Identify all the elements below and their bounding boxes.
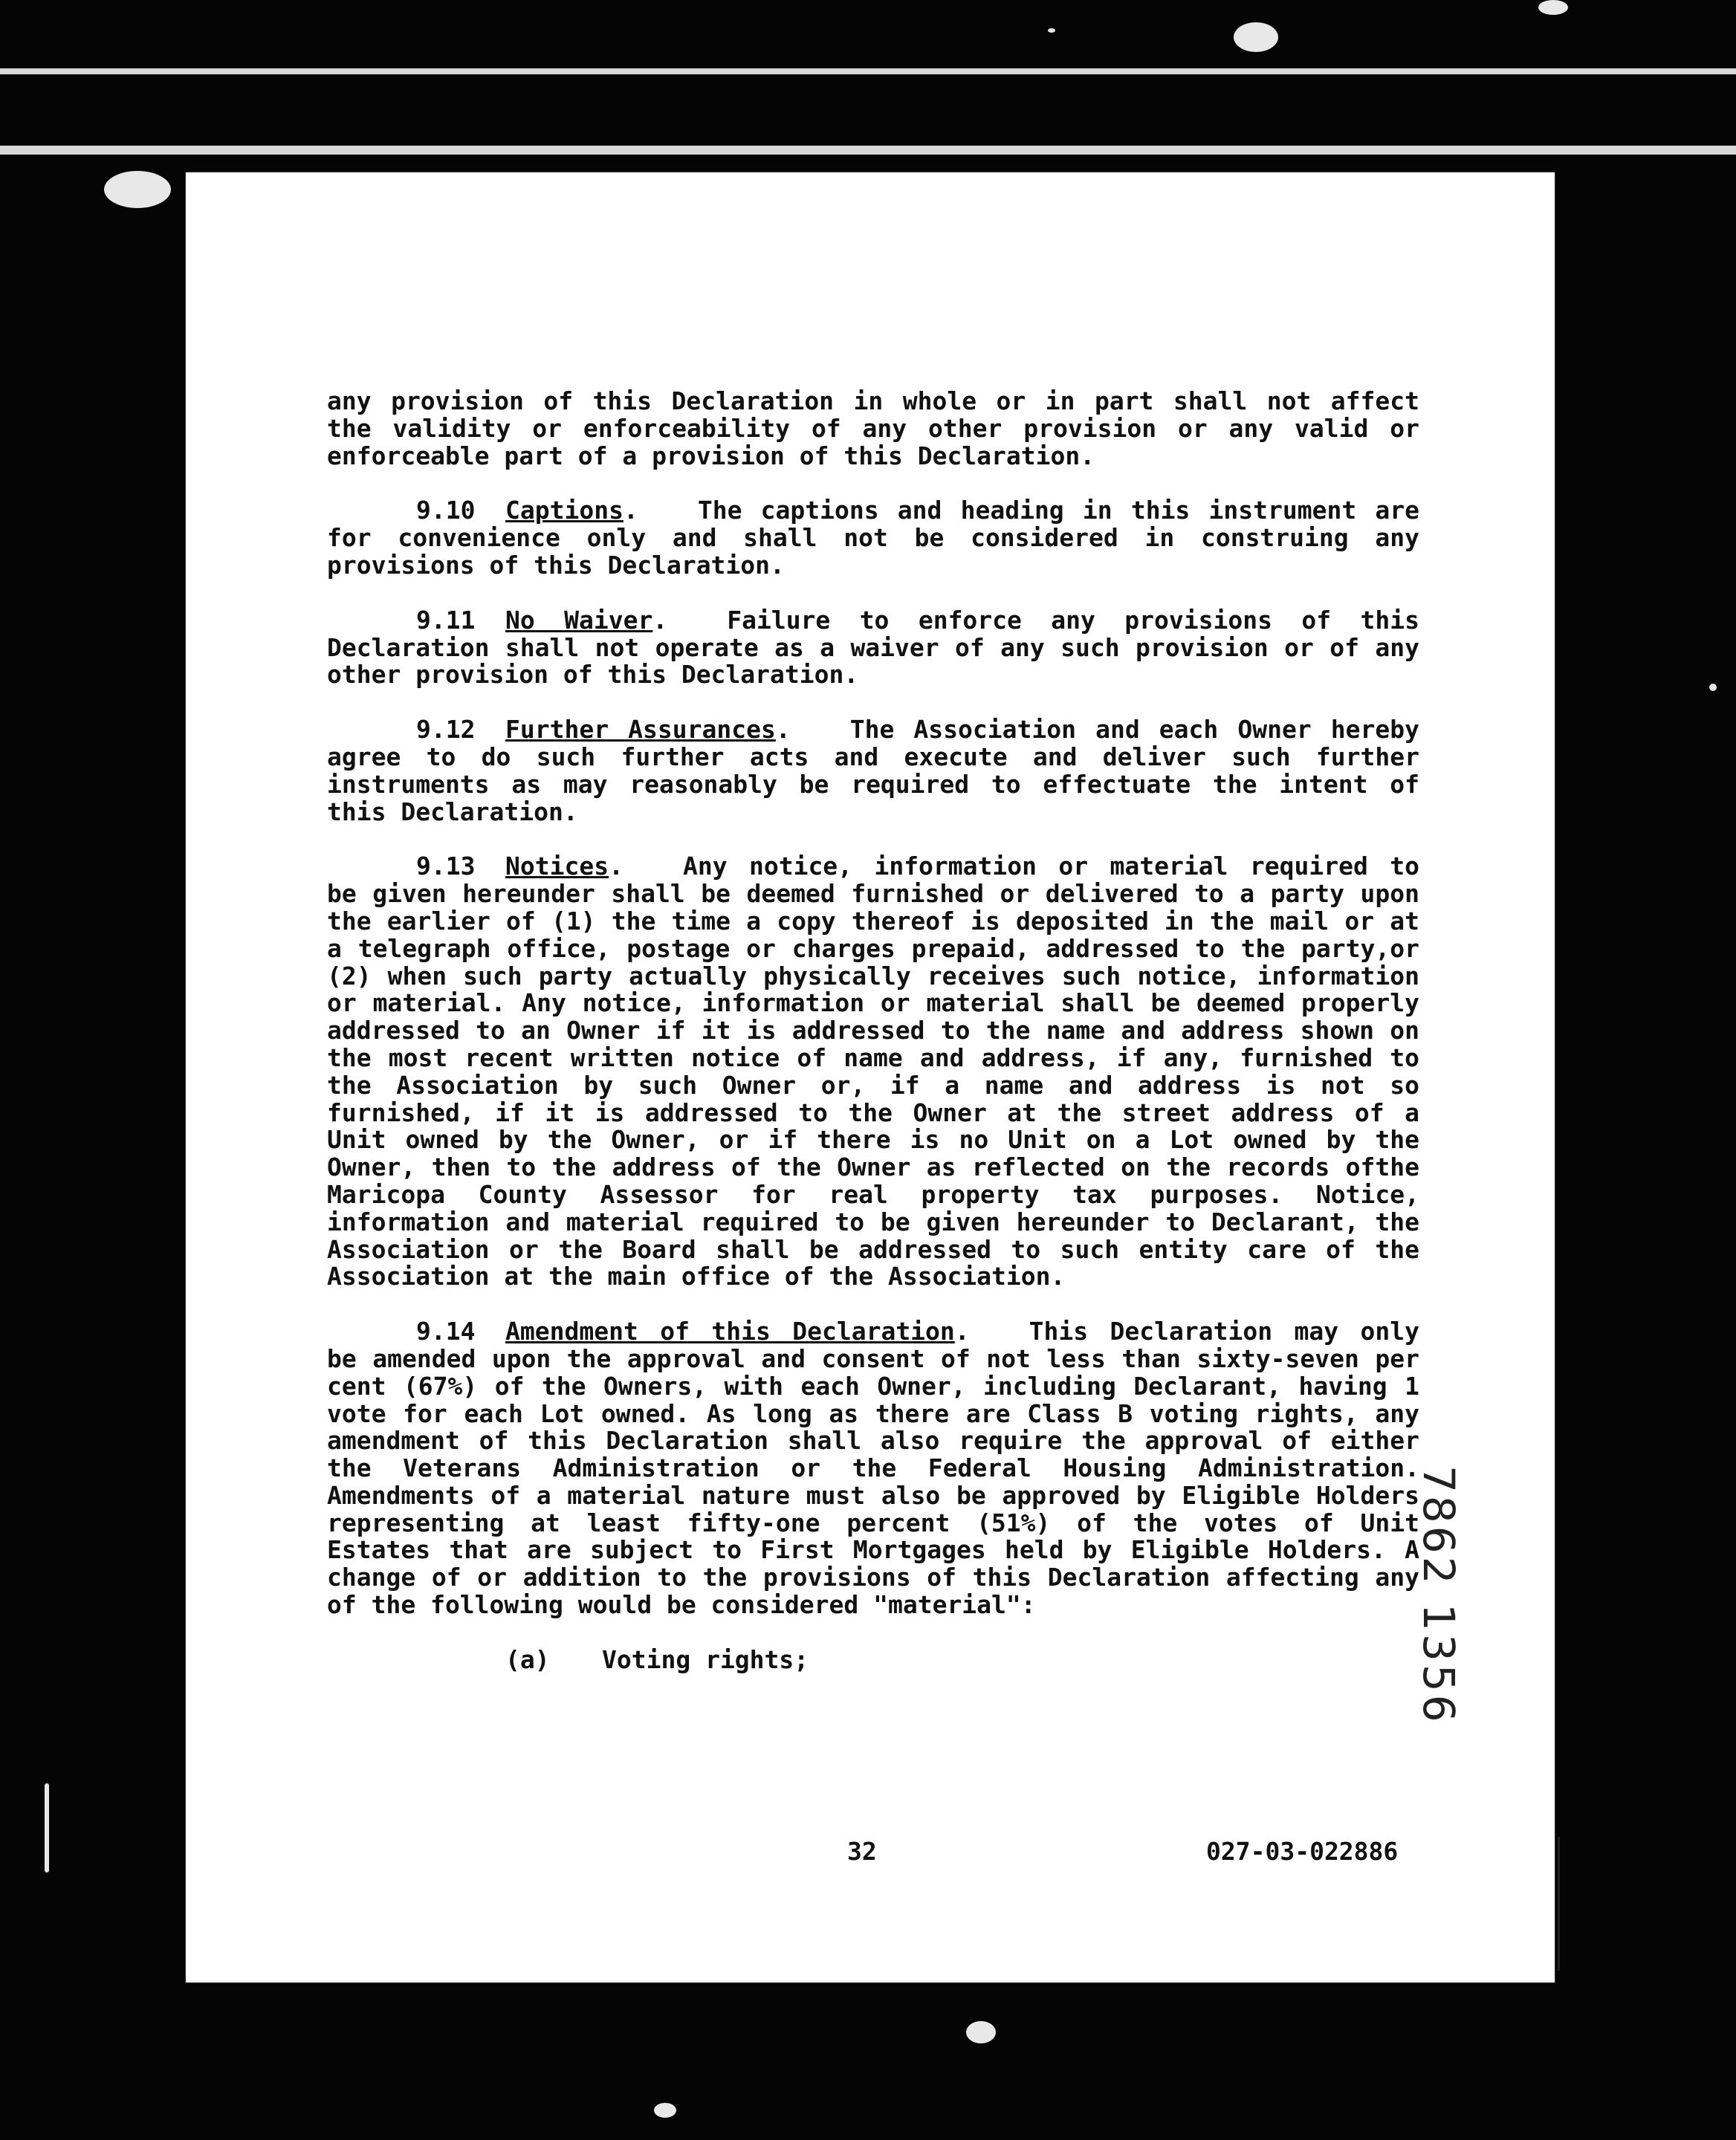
- scan-speck: [1234, 22, 1278, 52]
- section-caption: Further Assurances: [505, 715, 776, 745]
- scan-speck: [966, 2021, 996, 2043]
- section-text: The captions and heading in this instrument are for convenience only and shall not be considered in construing any provisions of this Declaration.: [327, 496, 1419, 580]
- scan-speck: [1538, 0, 1568, 15]
- sub-item-label: (a): [505, 1644, 550, 1674]
- page-number: 32: [847, 1837, 877, 1866]
- section-text: The Association and each Owner hereby agree to do such further acts and execute and deliver such further instruments as may reasonably be required to effectuate the intent of this Declaration.: [327, 715, 1419, 826]
- scan-speck: [104, 171, 171, 208]
- section-number: 9.14: [416, 1317, 476, 1346]
- section-text: This Declaration may only be amended upon the approval and consent of not less than sixty-seven per cent (67%) of the Owners, with each Owner, including Declarant, having 1 vote for each Lot owned. As long as there are Class B voting rights, any amendment of this Declaration shall also require the approval of either the Veterans Administration or the Federal Housing Administration. Amendments of a material nature must also be approved by Eligible Holders representing at least fifty-one percent (51%) of the votes of Unit Estates that are subject to First Mortgages held by Eligible Holders. A change of or addition to the provisions of this Declaration affecting any of the following would be considered "material":: [327, 1317, 1419, 1620]
- section-9-14: 9.14 Amendment of this Declaration. This Declaration may only be amended upon the approval and consent of not less than sixty-seven per cent (67%) of the Owners, with each Owner, including Declarant, having 1 vote for each Lot owned. As long as there are Class B voting rights, any amendment of this Declaration shall also require the approval of either the Veterans Administration or the Federal Housing Administration. Amendments of a material nature must also be approved by Eligible Holders representing at least fifty-one percent (51%) of the votes of Unit Estates that are subject to First Mortgages held by Eligible Holders. A change of or addition to the provisions of this Declaration affecting any of the following would be considered "material":: [327, 1317, 1419, 1620]
- section-text: Failure to enforce any provisions of this Declaration shall not operate as a waiver of any such provision or of any other provision of this Declaration.: [327, 605, 1419, 690]
- section-caption: Captions: [505, 496, 624, 525]
- section-number: 9.12: [416, 715, 476, 745]
- scan-speck: [654, 2103, 676, 2118]
- scan-edge-bar-top: [0, 68, 1736, 74]
- section-caption: Amendment of this Declaration: [505, 1317, 955, 1346]
- section-number: 9.13: [416, 852, 476, 881]
- document-page: [186, 172, 1555, 1982]
- section-9-11: 9.11 No Waiver. Failure to enforce any provisions of this Declaration shall not operate as a waiver of any such provision or of any other provision of this Declaration.: [327, 605, 1419, 690]
- document-body: [327, 388, 1419, 1674]
- scan-edge-bar-lower: [0, 146, 1736, 155]
- intro-text: any provision of this Declaration in whole or in part shall not affect the validity or enforceability of any other provision or any valid or enforceable part of a provision of this Declaration.: [327, 386, 1419, 470]
- margin-rule: [1558, 1837, 1560, 1971]
- recording-stamp: 7862 1356: [1413, 1465, 1464, 1725]
- section-number: 9.10: [416, 496, 476, 525]
- section-9-13: 9.13 Notices. Any notice, information or material required to be given hereunder shall be deemed furnished or delivered to a party upon the earlier of (1) the time a copy thereof is deposited in the mail or at a telegraph office, postage or charges prepaid, addressed to the party,or (2) when such party actually physically receives such notice, information or material. Any notice, information or material shall be deemed properly addressed to an Owner if it is addressed to the name and address shown on the most recent written notice of name and address, if any, furnished to the Association by such Owner or, if a name and address is not so furnished, if it is addressed to the Owner at the street address of a Unit owned by the Owner, or if there is no Unit on a Lot owned by the Owner, then to the address of the Owner as reflected on the records ofthe Maricopa County Assessor for real property tax purposes. Notice, information and material required to be given hereunder to Declarant, the Association or the Board shall be addressed to such entity care of the Association at the main office of the Association.: [327, 852, 1419, 1291]
- scan-speck: [1048, 28, 1055, 33]
- section-caption: No Waiver: [505, 605, 653, 635]
- scan-speck: [1709, 684, 1717, 691]
- scan-speck: [45, 1783, 49, 1872]
- sub-item-a: [505, 1644, 1419, 1674]
- sub-item-text: Voting rights;: [602, 1644, 809, 1674]
- intro-paragraph: [327, 388, 1419, 470]
- section-number: 9.11: [416, 605, 476, 635]
- document-id: 027-03-022886: [1206, 1837, 1399, 1866]
- section-9-10: 9.10 Captions. The captions and heading in this instrument are for convenience only and shall not be considered in construing any provisions of this Declaration.: [327, 496, 1419, 580]
- section-9-12: 9.12 Further Assurances. The Association and each Owner hereby agree to do such further acts and execute and deliver such further instruments as may reasonably be required to effectuate the intent of this Declaration.: [327, 715, 1419, 826]
- section-text: Any notice, information or material required to be given hereunder shall be deemed furnished or delivered to a party upon the earlier of (1) the time a copy thereof is deposited in the mail or at a telegraph office, postage or charges prepaid, addressed to the party,or (2) when such party actually physically receives such notice, information or material. Any notice, information or material shall be deemed properly addressed to an Owner if it is addressed to the name and address shown on the most recent written notice of name and address, if any, furnished to the Association by such Owner or, if a name and address is not so furnished, if it is addressed to the Owner at the street address of a Unit owned by the Owner, or if there is no Unit on a Lot owned by the Owner, then to the address of the Owner as reflected on the records ofthe Maricopa County Assessor for real property tax purposes. Notice, information and material required to be given hereunder to Declarant, the Association or the Board shall be addressed to such entity care of the Association at the main office of the Association.: [327, 852, 1419, 1291]
- section-caption: Notices: [505, 852, 609, 881]
